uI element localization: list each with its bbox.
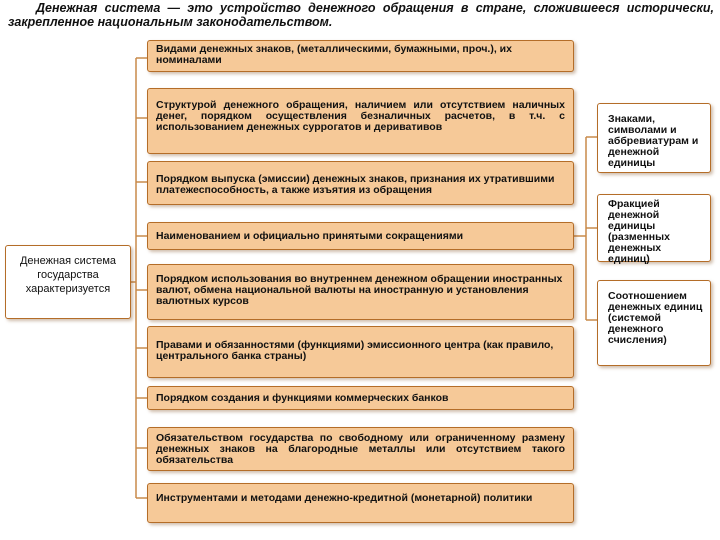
- center-item-7: Порядком создания и функциями коммерческих банков: [147, 386, 574, 410]
- right-item-ratio: Соотношением денежных единиц (системой денежного счисления): [597, 280, 711, 366]
- right-item-signs: Знаками, символами и аббревиатурам и денежной единицы: [597, 103, 711, 173]
- system-characterized-box: Денежная система государства характеризуется: [5, 245, 131, 319]
- center-item-1: Видами денежных знаков, (металлическими, бумажными, проч.), их номиналами: [147, 40, 574, 72]
- center-item-2: Структурой денежного обращения, наличием или отсутствием наличных денег, порядком осуществления безналичных расчетов, в т.ч. с использованием денежных суррогатов и деривативов: [147, 88, 574, 154]
- center-item-3: Порядком выпуска (эмиссии) денежных знаков, признания их утратившими платежеспособность, а также изъятия из обращения: [147, 161, 574, 205]
- center-item-9: Инструментами и методами денежно-кредитной (монетарной) политики: [147, 483, 574, 523]
- center-item-8: Обязательством государства по свободному или ограниченному размену денежных знаков на благородные металлы или отсутствием такого обязательства: [147, 427, 574, 471]
- center-item-5: Порядком использования во внутреннем денежном обращении иностранных валют, обмена национальной валюты на иностранную и установления валютных курсов: [147, 264, 574, 320]
- page-title: Денежная система — это устройство денежного обращения в стране, сложившееся исторически, закрепленное национальным законодательством.: [8, 1, 714, 29]
- right-item-fraction: Фракцией денежной единицы (разменных денежных единиц): [597, 194, 711, 262]
- center-item-6: Правами и обязанностями (функциями) эмиссионного центра (как правило, центрального банка страны): [147, 326, 574, 378]
- center-item-4: Наименованием и официально принятыми сокращениями: [147, 222, 574, 250]
